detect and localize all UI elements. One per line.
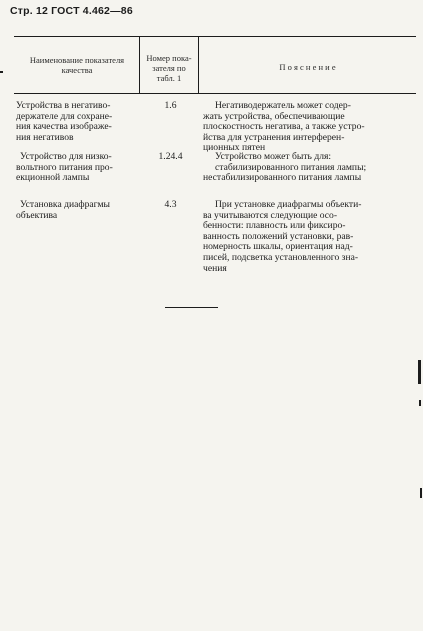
column-divider-2 [198, 36, 199, 94]
row-2-number: 1.24.4 [158, 151, 183, 162]
table-top-rule [14, 36, 416, 37]
text-line: ния качества изображе- [16, 121, 112, 133]
row-3-name [16, 200, 141, 221]
table-header-rule [14, 93, 416, 94]
column-header-line: табл. 1 [156, 73, 182, 83]
text-line: При установке диафрагмы объекти- [215, 199, 362, 210]
row-1-number: 1.6 [164, 100, 177, 111]
text-line: Устройства в негативо- [16, 100, 111, 111]
text-line: Установка диафрагмы [20, 199, 110, 210]
text-line: писей, подсветка установленного зна- [203, 251, 359, 263]
column-header-line: Номер пока- [146, 53, 192, 63]
text-line: номерность шкалы, ориентация над- [203, 241, 353, 253]
scan-mark-right [420, 488, 422, 498]
page-header: Стр. 12 ГОСТ 4.462—86 [10, 5, 133, 17]
row-3-number: 4.3 [164, 199, 177, 210]
text-line: ванность положений установки, рав- [203, 230, 354, 242]
scan-mark-right [419, 400, 421, 406]
scan-mark-left [0, 71, 3, 73]
row-1-name [16, 101, 141, 143]
column-header-line: Наименование показателя [29, 55, 125, 65]
row-1-note [203, 101, 415, 154]
text-line: объектива [16, 209, 58, 221]
text-line: вольтного питания про- [16, 161, 113, 173]
text-line: ния негативов [16, 131, 74, 143]
row-2-note [203, 152, 415, 184]
column-header-name [16, 55, 138, 75]
column-header-number [140, 53, 198, 83]
column-header-line: зателя по [152, 63, 186, 73]
text-line: бенности: плавность или фиксиро- [203, 220, 346, 232]
text-line: Устройство для низко- [20, 151, 112, 162]
text-line: йства для устранения интерферен- [203, 131, 345, 143]
text-line: нестабилизированного питания лампы [203, 172, 362, 184]
text-line: жать устройства, обеспечивающие [203, 110, 345, 122]
text-line: стабилизированного питания лампы; [215, 161, 367, 173]
row-2-name [16, 152, 141, 184]
text-line: держателе для сохране- [16, 110, 113, 122]
text-line: ционных пятен [203, 142, 266, 154]
text-line: Негативодержатель может содер- [215, 100, 351, 111]
text-line: ва учитываются следующие осо- [203, 209, 338, 221]
column-header-line: качества [61, 65, 93, 75]
text-line: екционной лампы [16, 172, 90, 184]
row-3-note [203, 200, 415, 274]
text-line: плоскостность негатива, а также устро- [203, 121, 365, 133]
scan-mark-right [418, 360, 421, 384]
column-header-line: П о я с н е н и е [279, 62, 336, 72]
text-line: чения [203, 262, 227, 274]
end-rule [165, 307, 218, 308]
column-header-note [200, 62, 415, 72]
text-line: Устройство может быть для: [215, 151, 332, 162]
